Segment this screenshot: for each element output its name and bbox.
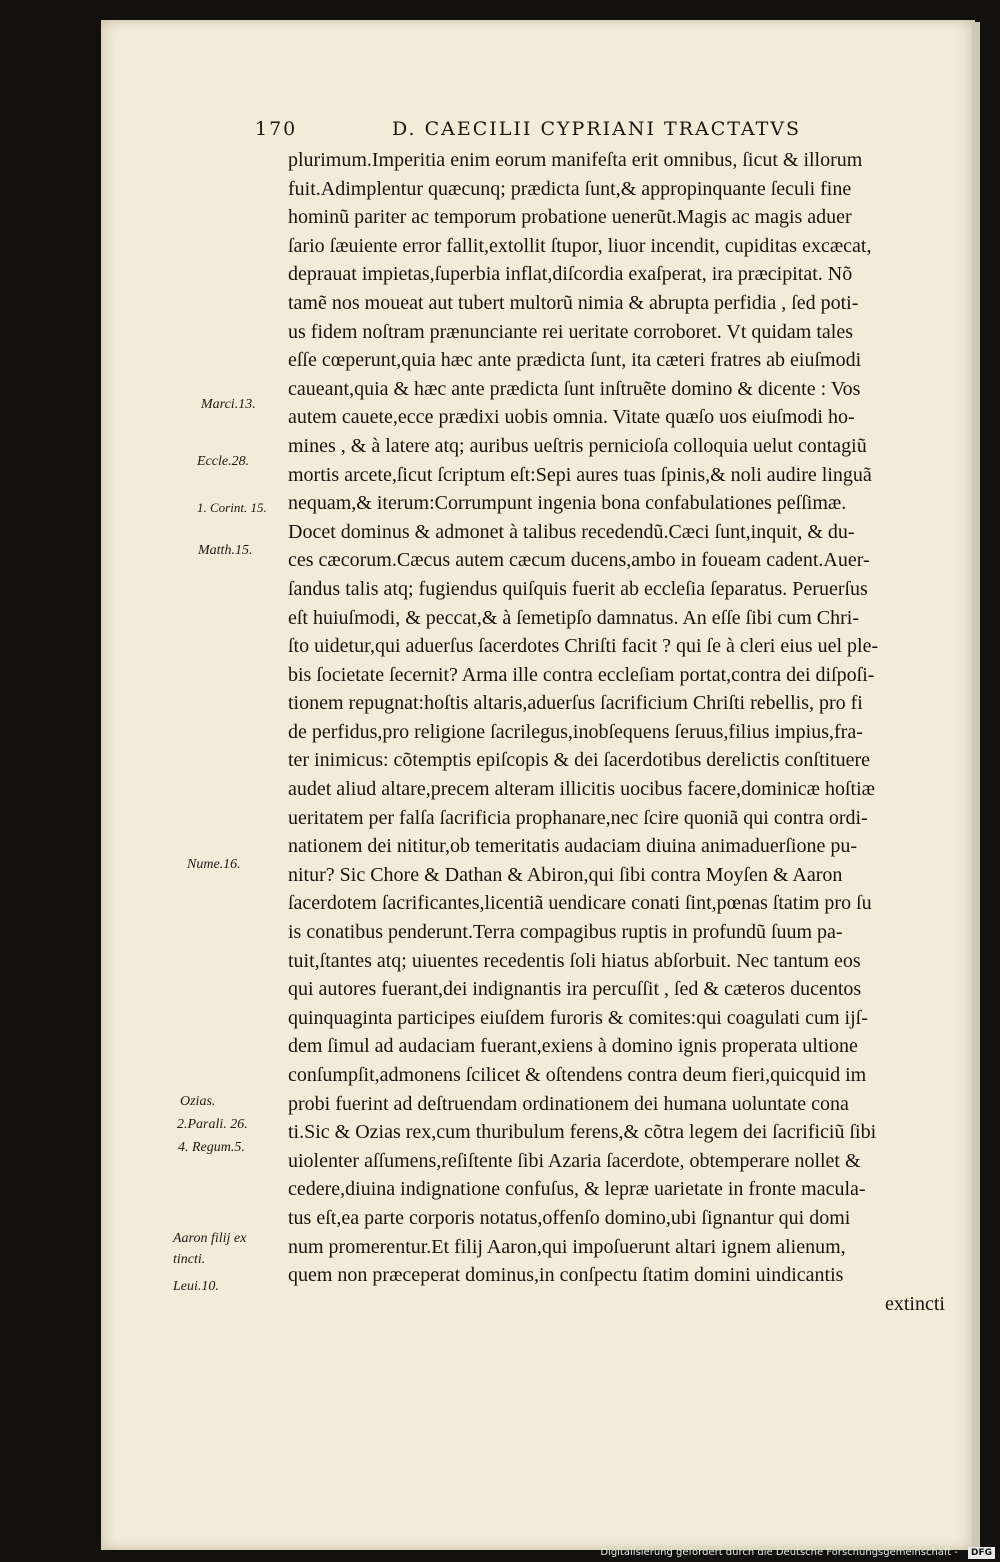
text-line: mines , & à latere atq; auribus ueſtris pernicioſa colloquia uelut contagiũ bbox=[288, 434, 867, 457]
digitization-credit: Digitalisierung gefördert durch die Deutsche Forschungsgemeinschaft - bbox=[600, 1547, 958, 1558]
text-line: ces cæcorum.Cæcus autem cæcum ducens,ambo in foueam cadent.Auer- bbox=[288, 549, 870, 572]
text-line: quem non præceperat dominus,in conſpectu ſtatim domini uindicantis bbox=[288, 1264, 844, 1287]
marginal-note: Marci.13. bbox=[201, 397, 256, 412]
text-line: ti.Sic & Ozias rex,cum thuribulum ferens,& cõtra legem dei ſacrificiũ ſibi bbox=[288, 1121, 877, 1144]
text-line: hominũ pariter ac temporum probatione uenerũt.Magis ac magis aduer bbox=[288, 206, 852, 229]
text-line: eſſe cœperunt,quia hæc ante prædicta ſunt, ita cæteri fratres ab eiuſmodi bbox=[288, 349, 862, 372]
text-line: cedere,diuina indignatione confuſus, & lepræ uarietate in fronte macula- bbox=[288, 1178, 866, 1201]
text-line: dem ſimul ad audaciam fuerant,exiens à domino ignis properata ultione bbox=[288, 1035, 858, 1058]
marginal-note: Aaron filij ex bbox=[173, 1231, 247, 1246]
text-line: deprauat impietas,ſuperbia inflat,diſcordia exaſperat, ira præcipitat. Nõ bbox=[288, 263, 853, 286]
text-line: ſario ſæuiente error fallit,extollit ſtupor, liuor incendit, cupiditas excæcat, bbox=[288, 234, 872, 257]
text-line: is conatibus penderunt.Terra compagibus ruptis in profundũ ſuum pa- bbox=[288, 921, 843, 944]
marginal-note: Leui.10. bbox=[173, 1279, 219, 1294]
marginal-note: Matth.15. bbox=[198, 543, 253, 558]
marginal-note: 1. Corint. 15. bbox=[197, 500, 267, 515]
text-line: ſandus talis atq; fugiendus quiſquis fuerit ab eccleſia ſeparatus. Peruerſus bbox=[288, 577, 868, 600]
marginal-note: Nume.16. bbox=[187, 857, 241, 872]
marginal-note: Eccle.28. bbox=[197, 454, 250, 469]
text-line: quinquaginta participes eiuſdem furoris & comites:qui coagulati cum ijſ- bbox=[288, 1006, 868, 1029]
text-line: tuit,ſtantes atq; uiuentes recedentis ſoli hiatus abſorbuit. Nec tantum eos bbox=[288, 949, 861, 972]
page-number: 170 bbox=[255, 118, 298, 140]
text-line: tus eſt,ea parte corporis notatus,offenſo domino,ubi ſignantur qui domi bbox=[288, 1206, 851, 1229]
text-line: ſto uidetur,qui aduerſus ſacerdotes Chriſti facit ? qui ſe à cleri eius uel ple- bbox=[288, 635, 879, 658]
text-line: uiolenter aſſumens,reſiſtente ſibi Azaria ſacerdote, obtemperare nollet & bbox=[288, 1149, 861, 1172]
text-line: eſt huiuſmodi, & peccat,& à ſemetipſo damnatus. An eſſe ſibi cum Chri- bbox=[288, 606, 859, 629]
page-edge bbox=[972, 22, 980, 1550]
marginal-note: tincti. bbox=[173, 1252, 206, 1267]
main-text-block bbox=[288, 146, 968, 1290]
running-head-title: D. CAECILII CYPRIANI TRACTATVS bbox=[392, 118, 802, 140]
text-line: mortis arcete,ſicut ſcriptum eſt:Sepi aures tuas ſpinis,& noli audire linguã bbox=[288, 463, 872, 486]
text-line: qui autores fuerant,dei indignantis ira percuſſit , ſed & cæteros ducentos bbox=[288, 978, 862, 1001]
text-line: audet aliud altare,precem alteram illicitis uocibus facere,dominicæ hoſtiæ bbox=[288, 778, 876, 801]
text-line: Docet dominus & admonet à talibus recedendũ.Cæci ſunt,inquit, & du- bbox=[288, 520, 855, 543]
text-line: nationem dei nititur,ob temeritatis audaciam diuina animaduerſione pu- bbox=[288, 835, 858, 858]
text-line: us fidem noſtram prænunciante rei ueritate corroboret. Vt quidam tales bbox=[288, 320, 854, 343]
text-line: probi fuerint ad deſtruendam ordinationem dei humana uoluntate cona bbox=[288, 1092, 849, 1115]
text-line: fuit.Adimplentur quæcunq; prædicta ſunt,& appropinquante ſeculi fine bbox=[288, 177, 852, 200]
text-line: bis ſocietate ſecernit? Arma ille contra eccleſiam portat,contra dei diſpoſi- bbox=[288, 663, 875, 686]
marginal-note: 4. Regum.5. bbox=[178, 1140, 245, 1155]
marginal-note: Ozias. bbox=[180, 1094, 216, 1109]
dfg-logo: DFG bbox=[968, 1547, 995, 1559]
text-line: nequam,& iterum:Corrumpunt ingenia bona confabulationes peſſimæ. bbox=[288, 492, 847, 515]
text-line: tionem repugnat:hoſtis altaris,aduerſus ſacrificium Chriſti rebellis, pro fi bbox=[288, 692, 863, 715]
text-line: caueant,quia & hæc ante prædicta ſunt inſtruẽte domino & dicente : Vos bbox=[288, 377, 861, 400]
text-line: plurimum.Imperitia enim eorum manifeſta erit omnibus, ſicut & illorum bbox=[288, 149, 863, 171]
text-line: nitur? Sic Chore & Dathan & Abiron,qui ſibi contra Moyſen & Aaron bbox=[288, 863, 843, 886]
text-line: num promerentur.Et filij Aaron,qui impoſuerunt altari ignem alienum, bbox=[288, 1235, 846, 1258]
marginal-note: 2.Parali. 26. bbox=[177, 1117, 248, 1132]
text-line: ſacerdotem ſacrificantes,licentiã uendicare conati ſint,pœnas ſtatim pro ſu bbox=[288, 892, 872, 915]
text-line: de perfidus,pro religione ſacrilegus,inobſequens ſeruus,filius impius,fra- bbox=[288, 720, 863, 743]
text-line: ueritatem per falſa ſacrificia prophanare,nec ſcire quoniã qui contra ordi- bbox=[288, 806, 868, 829]
text-line: ter inimicus: cõtemptis epiſcopis & dei ſacerdotibus derelictis conſtituere bbox=[288, 749, 871, 772]
text-line: autem cauete,ecce prædixi uobis omnia. Vitate quæſo uos eiuſmodi ho- bbox=[288, 406, 855, 429]
catchword: extincti bbox=[885, 1293, 945, 1315]
text-line: conſumpſit,admonens ſcilicet & oſtendens contra deum fieri,quicquid im bbox=[288, 1064, 867, 1086]
text-line: tamẽ nos moueat aut tubert multorũ nimia & abrupta perfidia , ſed poti- bbox=[288, 291, 859, 314]
